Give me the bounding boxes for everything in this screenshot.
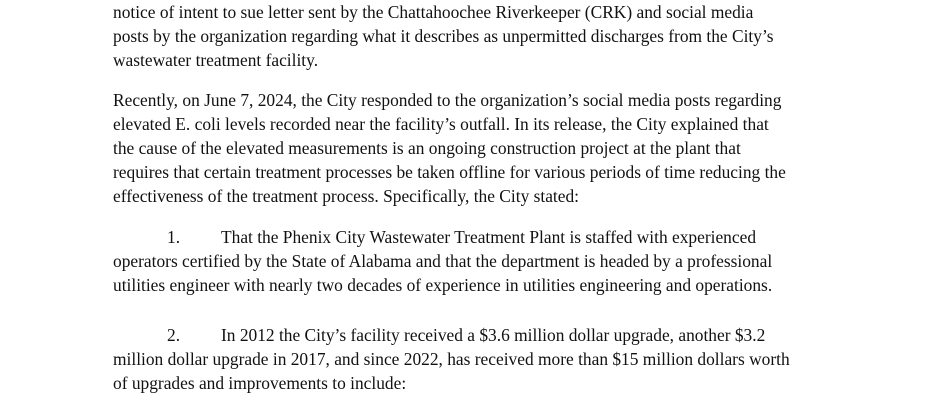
paragraph-line: requires that certain treatment processes be taken offline for various periods of time reducing the — [113, 162, 786, 182]
paragraph-line: elevated E. coli levels recorded near the facility’s outfall. In its release, the City explained that — [113, 114, 769, 134]
item-line: In 2012 the City’s facility received a $3.6 million dollar upgrade, another $3.2 — [221, 325, 766, 345]
paragraph-line: notice of intent to sue letter sent by the Chattahoochee Riverkeeper (CRK) and social media — [113, 2, 754, 22]
item-line: of upgrades and improvements to include: — [113, 373, 407, 393]
item-line: operators certified by the State of Alabama and that the department is headed by a professional — [113, 251, 773, 271]
paragraph-line: posts by the organization regarding what it describes as unpermitted discharges from the City’s — [113, 26, 774, 46]
item-number: 2. — [167, 325, 181, 345]
item-line: utilities engineer with nearly two decades of experience in utilities engineering and operations. — [113, 275, 773, 295]
paragraph-line: effectiveness of the treatment process. Specifically, the City stated: — [113, 186, 580, 206]
item-line: That the Phenix City Wastewater Treatment Plant is staffed with experienced — [221, 227, 757, 247]
item-line: million dollar upgrade in 2017, and since 2022, has received more than $15 million dollars worth — [113, 349, 790, 369]
paragraph-line: wastewater treatment facility. — [113, 50, 319, 70]
paragraph-line: Recently, on June 7, 2024, the City responded to the organization’s social media posts regarding — [113, 90, 782, 110]
item-number: 1. — [167, 227, 181, 247]
paragraph-line: the cause of the elevated measurements is an ongoing construction project at the plant that — [113, 138, 741, 158]
